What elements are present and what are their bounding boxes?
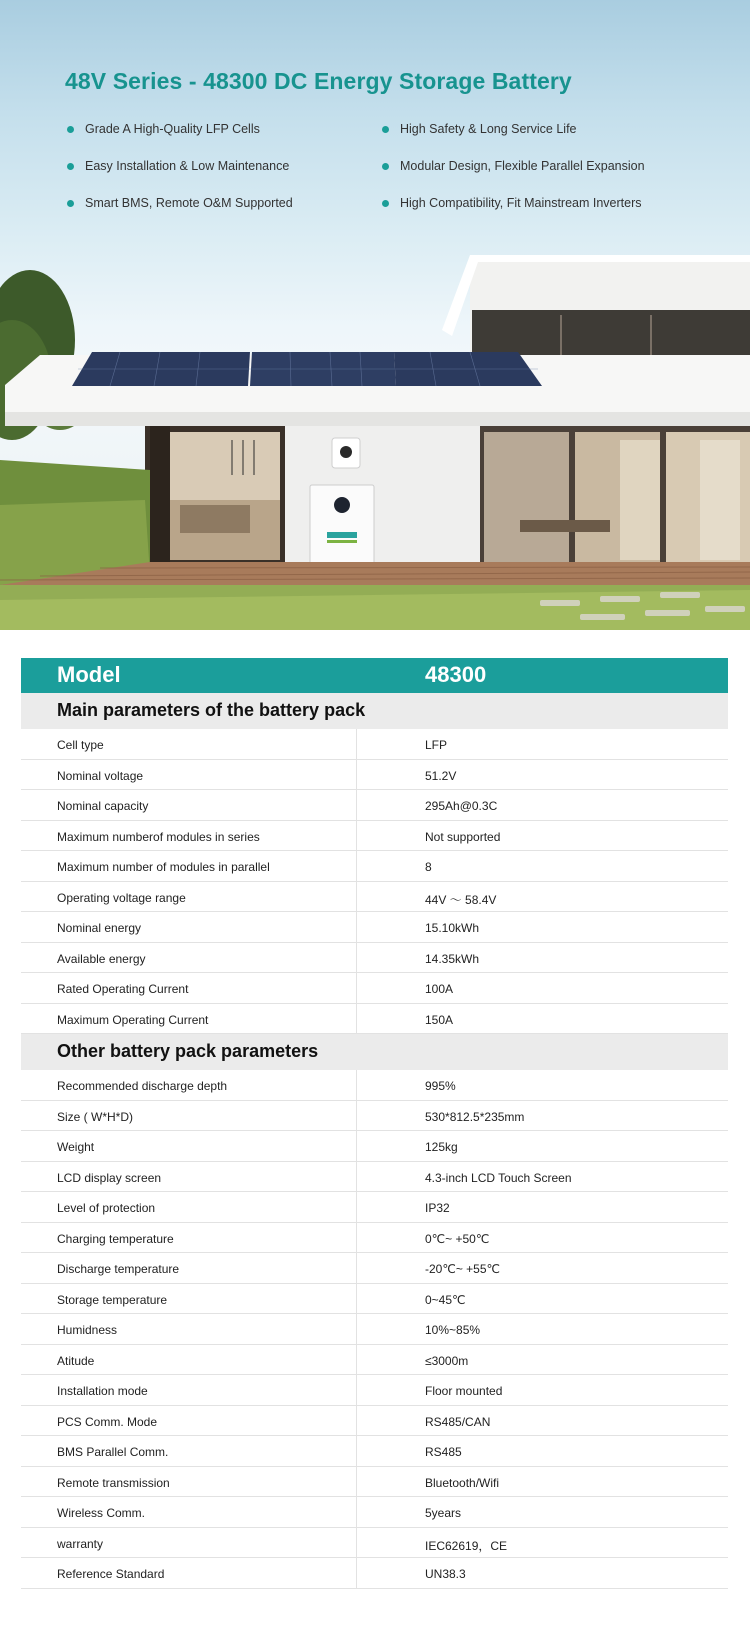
parameter-name: Maximum numberof modules in series bbox=[57, 829, 260, 844]
parameter-value: 44V ～ 58.4V bbox=[425, 892, 497, 907]
column-divider bbox=[356, 729, 357, 759]
parameter-value: 0~45℃ bbox=[425, 1292, 466, 1307]
bullet-icon bbox=[382, 126, 389, 133]
column-divider bbox=[356, 1497, 357, 1527]
parameter-value: 295Ah@0.3C bbox=[425, 799, 498, 813]
parameter-value: 125kg bbox=[425, 1140, 458, 1154]
parameter-name: Available energy bbox=[57, 951, 146, 966]
column-divider bbox=[356, 1436, 357, 1466]
column-divider bbox=[356, 1314, 357, 1344]
table-row bbox=[21, 1528, 728, 1559]
model-value: 48300 bbox=[425, 662, 487, 687]
parameter-name: Humidness bbox=[57, 1323, 118, 1337]
parameter-value: 100A bbox=[425, 982, 454, 996]
bullet-icon bbox=[67, 163, 74, 170]
feature-item bbox=[400, 159, 645, 173]
parameter-name: BMS Parallel Comm. bbox=[57, 1445, 169, 1459]
parameter-value: Floor mounted bbox=[425, 1384, 503, 1398]
feature-item bbox=[85, 122, 260, 136]
parameter-value: RS485 bbox=[425, 1445, 462, 1459]
column-divider bbox=[356, 1284, 357, 1314]
column-divider bbox=[356, 1375, 357, 1405]
parameter-name: Recommended discharge depth bbox=[57, 1079, 228, 1093]
column-divider bbox=[356, 1253, 357, 1283]
parameter-name: Charging temperature bbox=[57, 1231, 174, 1246]
table-row bbox=[21, 1406, 728, 1437]
table-header bbox=[21, 658, 728, 693]
column-divider bbox=[356, 1192, 357, 1222]
column-divider bbox=[356, 1528, 357, 1558]
parameter-name: Weight bbox=[57, 1140, 95, 1154]
table-row bbox=[21, 1004, 728, 1035]
parameter-value: 995% bbox=[425, 1079, 456, 1093]
parameter-name: Discharge temperature bbox=[57, 1262, 180, 1276]
parameter-value: 15.10kWh bbox=[425, 921, 480, 935]
feature-text: Grade A High-Quality LFP Cells bbox=[85, 122, 260, 136]
parameter-value: 0℃~ +50℃ bbox=[425, 1231, 490, 1246]
table-row bbox=[21, 790, 728, 821]
parameter-name: Storage temperature bbox=[57, 1292, 168, 1307]
parameter-name: Reference Standard bbox=[57, 1567, 165, 1581]
parameter-value: 10%~85% bbox=[425, 1323, 481, 1337]
column-divider bbox=[356, 1467, 357, 1497]
column-divider bbox=[356, 1406, 357, 1436]
parameter-name: Nominal energy bbox=[57, 921, 142, 935]
column-divider bbox=[356, 1345, 357, 1375]
parameter-value: IEC62619，CE bbox=[425, 1538, 508, 1553]
parameter-value: Bluetooth/Wifi bbox=[425, 1475, 500, 1490]
table-row bbox=[21, 1375, 728, 1406]
column-divider bbox=[356, 1223, 357, 1253]
column-divider bbox=[356, 912, 357, 942]
column-divider bbox=[356, 760, 357, 790]
section-header-main bbox=[21, 693, 728, 729]
hero-banner bbox=[0, 0, 750, 630]
table-row bbox=[21, 1101, 728, 1132]
table-row bbox=[21, 1253, 728, 1284]
parameter-value: 14.35kWh bbox=[425, 951, 480, 966]
parameter-value: 8 bbox=[425, 860, 432, 874]
parameter-name: Installation mode bbox=[57, 1384, 148, 1398]
table-row bbox=[21, 912, 728, 943]
parameter-name: Nominal capacity bbox=[57, 799, 149, 813]
feature-text: Modular Design, Flexible Parallel Expansion bbox=[400, 159, 645, 173]
table-row bbox=[21, 1284, 728, 1315]
column-divider bbox=[356, 1558, 357, 1588]
table-row bbox=[21, 1131, 728, 1162]
parameter-name: Remote transmission bbox=[57, 1475, 170, 1490]
parameter-value: 150A bbox=[425, 1012, 454, 1027]
column-divider bbox=[356, 943, 357, 973]
page-title: 48V Series - 48300 DC Energy Storage Battery bbox=[65, 68, 572, 94]
table-row bbox=[21, 1162, 728, 1193]
column-divider bbox=[356, 1101, 357, 1131]
parameter-name: warranty bbox=[57, 1536, 104, 1551]
table-row bbox=[21, 821, 728, 852]
table-row bbox=[21, 1558, 728, 1589]
table-row bbox=[21, 1223, 728, 1254]
parameter-name: Rated Operating Current bbox=[57, 982, 189, 996]
column-divider bbox=[356, 1070, 357, 1100]
feature-item bbox=[400, 122, 577, 136]
parameter-value: 5years bbox=[425, 1506, 462, 1520]
column-divider bbox=[356, 851, 357, 881]
table-row bbox=[21, 1070, 728, 1101]
section-title: Other battery pack parameters bbox=[57, 1041, 319, 1061]
feature-text: Smart BMS, Remote O&M Supported bbox=[85, 196, 293, 210]
section-header-other bbox=[21, 1034, 728, 1070]
parameter-value: ≤3000m bbox=[425, 1353, 469, 1368]
parameter-value: 51.2V bbox=[425, 768, 457, 783]
parameter-name: Maximum Operating Current bbox=[57, 1012, 209, 1027]
feature-text: High Safety & Long Service Life bbox=[400, 122, 577, 136]
parameter-value: UN38.3 bbox=[425, 1567, 466, 1581]
table-row bbox=[21, 1345, 728, 1376]
bullet-icon bbox=[67, 200, 74, 207]
parameter-name: Nominal voltage bbox=[57, 768, 144, 783]
parameter-value: LFP bbox=[425, 738, 448, 752]
table-row bbox=[21, 1314, 728, 1345]
table-row bbox=[21, 851, 728, 882]
parameter-name: Size ( W*H*D) bbox=[57, 1109, 134, 1124]
parameter-name: LCD display screen bbox=[57, 1170, 162, 1185]
table-row bbox=[21, 943, 728, 974]
table-row bbox=[21, 973, 728, 1004]
parameter-value: RS485/CAN bbox=[425, 1414, 491, 1429]
table-row bbox=[21, 1436, 728, 1467]
parameter-value: -20℃~ +55℃ bbox=[425, 1262, 500, 1276]
parameter-value: 4.3-inch LCD Touch Screen bbox=[425, 1170, 572, 1185]
feature-item bbox=[85, 196, 293, 210]
column-divider bbox=[356, 821, 357, 851]
parameter-name: Level of protection bbox=[57, 1201, 156, 1215]
parameter-value: 530*812.5*235mm bbox=[425, 1109, 525, 1124]
feature-item bbox=[85, 159, 289, 173]
feature-item bbox=[400, 196, 642, 210]
main-parameter-rows bbox=[21, 729, 728, 1034]
parameter-name: Cell type bbox=[57, 738, 104, 752]
parameter-name: Operating voltage range bbox=[57, 890, 186, 905]
parameter-name: Maximum number of modules in parallel bbox=[57, 860, 270, 874]
parameter-name: Wireless Comm. bbox=[57, 1506, 146, 1520]
table-row bbox=[21, 729, 728, 760]
feature-text: Easy Installation & Low Maintenance bbox=[85, 159, 290, 173]
other-parameter-rows bbox=[21, 1070, 728, 1589]
table-row bbox=[21, 1467, 728, 1498]
parameter-name: PCS Comm. Mode bbox=[57, 1414, 158, 1429]
table-row bbox=[21, 1497, 728, 1528]
feature-text: High Compatibility, Fit Mainstream Inverters bbox=[400, 196, 642, 210]
column-divider bbox=[356, 882, 357, 912]
column-divider bbox=[356, 1131, 357, 1161]
column-divider bbox=[356, 1162, 357, 1192]
spec-table bbox=[21, 658, 728, 1589]
table-row bbox=[21, 882, 728, 913]
table-row bbox=[21, 760, 728, 791]
column-divider bbox=[356, 790, 357, 820]
bullet-icon bbox=[67, 126, 74, 133]
parameter-name: Atitude bbox=[57, 1353, 95, 1368]
column-divider bbox=[356, 973, 357, 1003]
section-title: Main parameters of the battery pack bbox=[57, 700, 366, 720]
parameter-value: IP32 bbox=[425, 1201, 450, 1215]
column-divider bbox=[356, 1004, 357, 1034]
bullet-icon bbox=[382, 200, 389, 207]
table-row bbox=[21, 1192, 728, 1223]
bullet-icon bbox=[382, 163, 389, 170]
model-label: Model bbox=[57, 662, 121, 687]
parameter-value: Not supported bbox=[425, 829, 501, 844]
